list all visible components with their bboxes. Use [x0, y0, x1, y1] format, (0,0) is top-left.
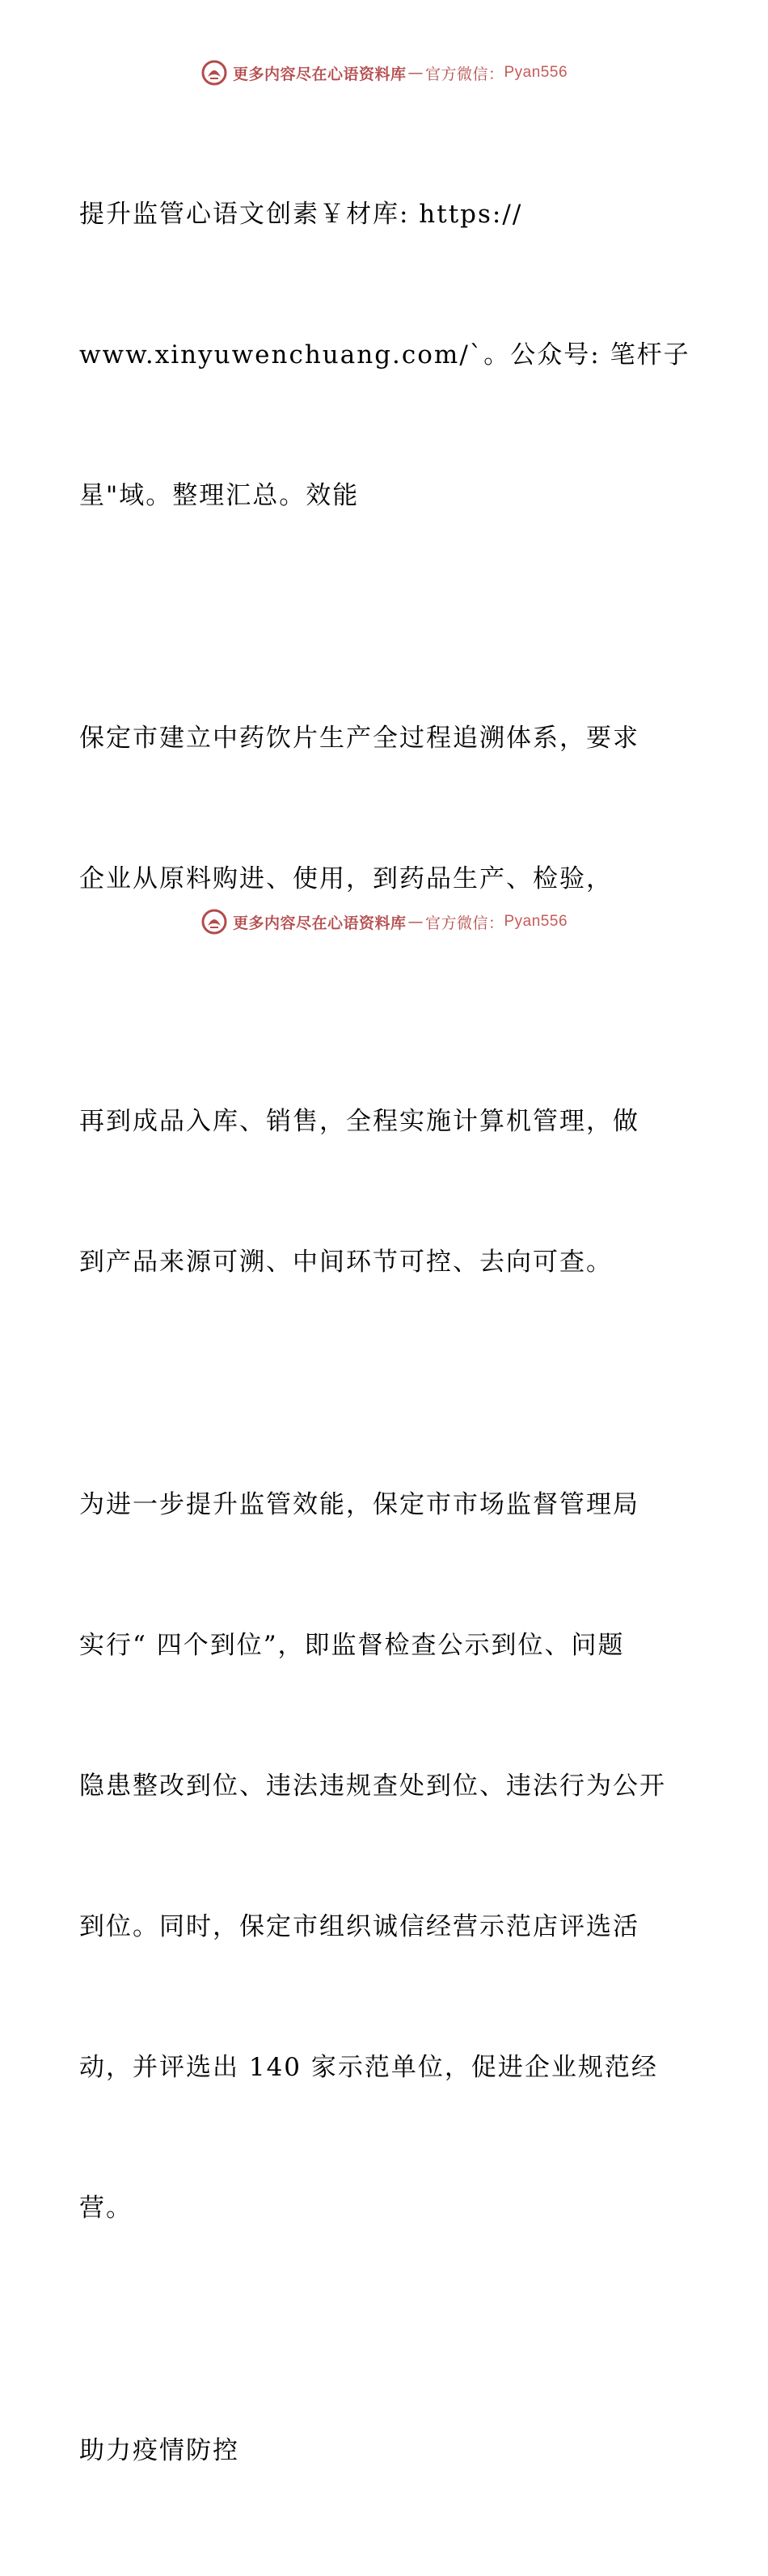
- text-line: 提升监管心语文创素￥材库: https://: [79, 200, 523, 229]
- paragraph-4: [79, 1387, 694, 2325]
- text-line: 再到成品入库、销售，全程实施计算机管理，做: [79, 1107, 639, 1136]
- lotus-logo-icon: [200, 908, 228, 935]
- header-banner-text: [233, 62, 568, 84]
- text-line: 到产品来源可溯、中间环节可控、去向可查。: [79, 1248, 613, 1277]
- paragraph-3: [79, 1004, 694, 1379]
- text-line: 实行“ 四个到位”，即监督检查公示到位、问题: [79, 1631, 625, 1660]
- footer-wechat-handle: Pyan556: [504, 913, 568, 930]
- text-line: 隐患整改到位、违法违规查处到位、违法行为公开: [79, 1772, 666, 1801]
- section-heading: [79, 2333, 694, 2568]
- text-line: 营。: [79, 2194, 133, 2223]
- paragraph-1: [79, 97, 694, 613]
- text-line: 为进一步提升监管效能，保定市市场监督管理局: [79, 1490, 639, 1519]
- footer-separator: —: [407, 913, 424, 931]
- footer-banner-text: [233, 911, 568, 933]
- text-line: 星"域。整理汇总。效能: [79, 481, 360, 510]
- text-line: 企业从原料购进、使用，到药品生产、检验，: [79, 864, 613, 893]
- header-brand: 更多内容尽在心语资料库: [232, 65, 407, 83]
- footer-banner: [0, 906, 768, 938]
- lotus-logo-icon: [200, 59, 228, 87]
- header-wechat-label: 官方微信：: [424, 65, 504, 83]
- text-line: 保定市建立中药饮片生产全过程追溯体系，要求: [79, 724, 639, 753]
- text-line: 动，并评选出 140 家示范单位，促进企业规范经: [79, 2053, 658, 2082]
- header-separator: —: [407, 64, 424, 82]
- footer-brand: 更多内容尽在心语资料库: [232, 914, 407, 932]
- text-line: 到位。同时，保定市组织诚信经营示范店评选活: [79, 1912, 639, 1941]
- document-body: [79, 97, 694, 2576]
- text-line: www.xinyuwenchuang.com/`。公众号: 笔杆子: [79, 340, 690, 370]
- header-banner: [0, 57, 768, 89]
- header-wechat-handle: Pyan556: [504, 64, 568, 81]
- text-line: 助力疫情防控: [79, 2436, 239, 2465]
- footer-wechat-label: 官方微信：: [424, 914, 504, 932]
- paragraph-2: [79, 621, 694, 996]
